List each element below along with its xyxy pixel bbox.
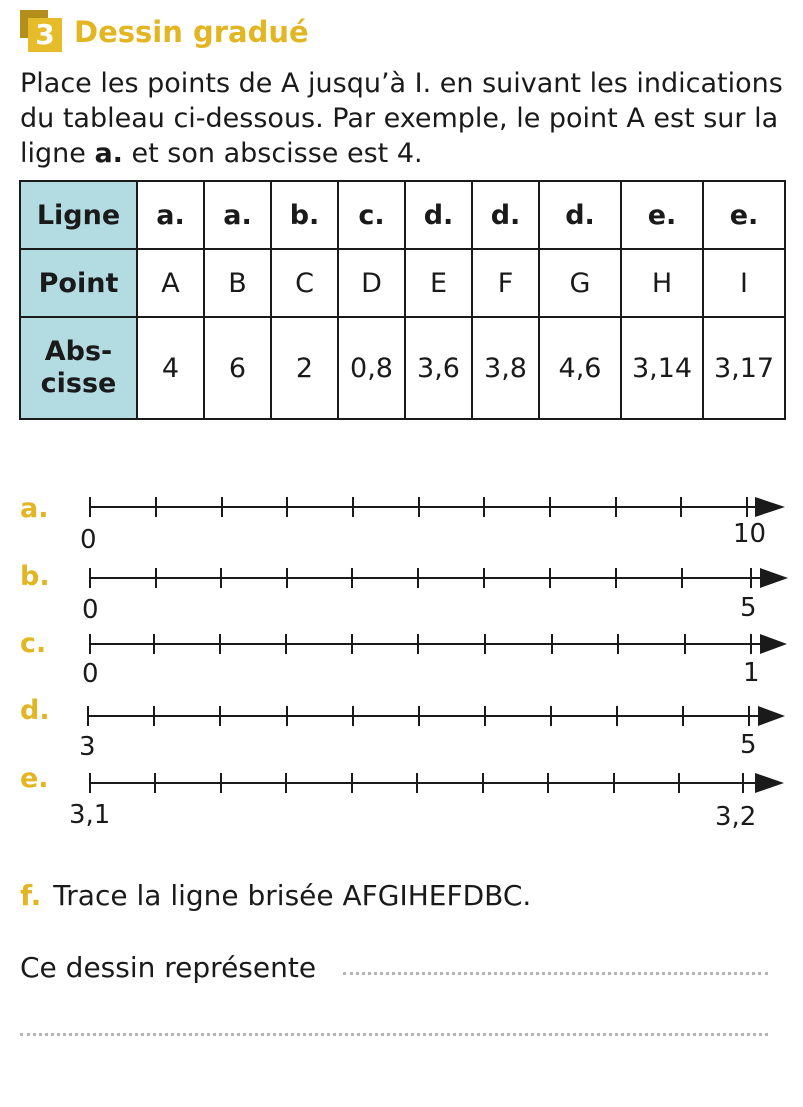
table-cell: 3,14	[621, 317, 703, 419]
table-cell: G	[539, 249, 621, 317]
line-letter-c: c.	[20, 628, 47, 659]
table-cell: e.	[621, 181, 703, 249]
number-line-e	[80, 768, 790, 798]
table-cell: d.	[405, 181, 472, 249]
answer-prompt: Ce dessin représente	[20, 951, 317, 984]
question-f-letter: f.	[20, 879, 42, 912]
line-d-end-label: 5	[740, 730, 757, 760]
table-row-ligne	[20, 181, 785, 249]
table-cell: a.	[204, 181, 271, 249]
row-header-abscisse-line1: Abs-	[44, 336, 113, 367]
instructions-bold: a.	[94, 138, 123, 169]
table-cell: e.	[703, 181, 785, 249]
exercise-number-badge	[20, 10, 64, 52]
table-cell: B	[204, 249, 271, 317]
table-cell: C	[271, 249, 338, 317]
table-cell: A	[137, 249, 204, 317]
table-cell: a.	[137, 181, 204, 249]
number-line-a	[80, 492, 790, 522]
table-cell: 4,6	[539, 317, 621, 419]
number-line-b	[80, 563, 790, 593]
table-cell: d.	[539, 181, 621, 249]
table-cell: F	[472, 249, 539, 317]
question-f-text: Trace la ligne brisée AFGIHEFDBC.	[53, 879, 532, 912]
table-cell: H	[621, 249, 703, 317]
row-header-abscisse-line2: cisse	[40, 368, 117, 399]
points-table	[19, 180, 786, 420]
table-cell: 3,6	[405, 317, 472, 419]
table-cell: 4	[137, 317, 204, 419]
table-cell: 3,17	[703, 317, 785, 419]
table-cell: c.	[338, 181, 405, 249]
instructions	[20, 66, 790, 171]
question-f	[20, 878, 531, 914]
row-header-point: Point	[20, 249, 137, 317]
table-cell: 6	[204, 317, 271, 419]
line-c-end-label: 1	[743, 658, 760, 688]
line-e-end-label: 3,2	[715, 802, 757, 832]
line-e-start-label: 3,1	[69, 800, 111, 830]
line-a-start-label: 0	[80, 525, 97, 555]
answer-dotted-line-2[interactable]	[20, 1033, 768, 1036]
line-a-end-label: 10	[733, 519, 767, 549]
table-cell: 3,8	[472, 317, 539, 419]
line-letter-d: d.	[20, 695, 50, 726]
instructions-text-1: Place les points de A jusqu’à I. en suivant les indications du tableau ci-dessous. Par exemple, le point A est sur la ligne	[20, 68, 783, 169]
line-letter-e: e.	[20, 763, 49, 794]
row-header-ligne: Ligne	[20, 181, 137, 249]
table-cell: b.	[271, 181, 338, 249]
line-letter-a: a.	[20, 493, 49, 524]
table-row-point	[20, 249, 785, 317]
table-cell: E	[405, 249, 472, 317]
row-header-abscisse	[20, 317, 137, 419]
number-line-d	[80, 701, 790, 731]
table-cell: 0,8	[338, 317, 405, 419]
table-row-abscisse	[20, 317, 785, 419]
line-c-start-label: 0	[82, 659, 99, 689]
line-d-start-label: 3	[79, 732, 96, 762]
exercise-title: Dessin gradué	[74, 15, 309, 49]
table-cell: I	[703, 249, 785, 317]
instructions-text-2: et son abscisse est 4.	[122, 138, 423, 169]
table-cell: 2	[271, 317, 338, 419]
line-b-start-label: 0	[82, 595, 99, 625]
number-line-c	[80, 629, 790, 659]
line-b-end-label: 5	[740, 593, 757, 623]
answer-dotted-line-1[interactable]	[343, 972, 768, 975]
table-cell: d.	[472, 181, 539, 249]
table-cell: D	[338, 249, 405, 317]
exercise-number: 3	[28, 18, 62, 52]
line-letter-b: b.	[20, 561, 50, 592]
